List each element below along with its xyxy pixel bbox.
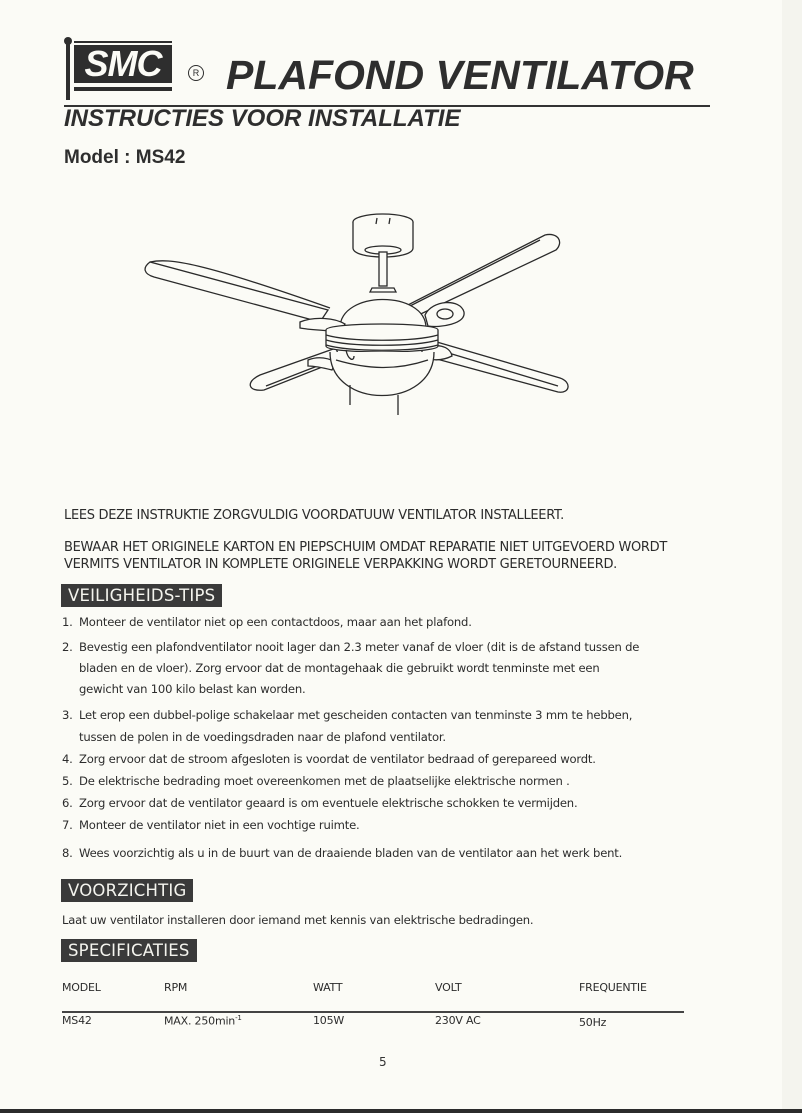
spec-column-rpm: RPM	[164, 981, 188, 994]
list-item: 1. Monteer de ventilator niet op een contactdoos, maar aan het plafond.	[62, 615, 472, 629]
list-item: 5. De elektrische bedrading moet overeenkomen met de plaatselijke elektrische normen .	[62, 774, 570, 788]
spec-column-watt: WATT	[313, 981, 343, 994]
list-item-continuation: gewicht van 100 kilo belast kan worden.	[79, 682, 306, 696]
spec-column-model: MODEL	[62, 981, 101, 994]
list-item-continuation: bladen en de vloer). Zorg ervoor dat de montagehaak die gebruikt wordt tenminste met een	[79, 661, 600, 675]
spec-value-watt: 105W	[313, 1014, 345, 1027]
logo-pole-icon	[66, 42, 70, 100]
document-title: PLAFOND VENTILATOR	[226, 52, 694, 98]
spec-column-volt: VOLT	[435, 981, 462, 994]
spec-table-rule	[62, 1011, 684, 1013]
model-label: Model : MS42	[64, 147, 186, 168]
smc-logo	[64, 37, 200, 97]
list-item: 7. Monteer de ventilator niet in een vochtige ruimte.	[62, 818, 360, 832]
logo-brand-text: SMC	[74, 45, 172, 83]
list-item: 3. Let erop een dubbel-polige schakelaar met gescheiden contacten van tenminste 3 mm te hebben,	[62, 708, 633, 722]
spec-value-volt: 230V AC	[435, 1014, 481, 1027]
list-item: 2. Bevestig een plafondventilator nooit lager dan 2.3 meter vanaf de vloer (dit is de afstand tussen de	[62, 640, 640, 654]
list-item: 6. Zorg ervoor dat de ventilator geaard is om eventuele elektrische schokken te vermijden.	[62, 796, 578, 810]
ceiling-fan-illustration-icon	[140, 210, 590, 435]
caution-text: Laat uw ventilator installeren door iemand met kennis van elektrische bedradingen.	[62, 913, 534, 927]
logo-underline	[74, 87, 172, 91]
section-heading-specifications: SPECIFICATIES	[61, 939, 197, 962]
list-item-continuation: tussen de polen in de voedingsdraden naar de plafond ventilator.	[79, 730, 446, 744]
section-heading-safety-tips: VEILIGHEIDS-TIPS	[61, 584, 222, 607]
registered-mark-icon: R	[188, 65, 204, 81]
spec-value-model: MS42	[62, 1014, 92, 1027]
spec-column-frequency: FREQUENTIE	[579, 981, 647, 994]
page-bottom-edge	[0, 1109, 802, 1113]
list-item: 8. Wees voorzichtig als u in de buurt van de draaiende bladen van de ventilator aan het werk bent.	[62, 846, 623, 860]
page-number: 5	[379, 1055, 387, 1069]
intro-keep-packaging-line1: BEWAAR HET ORIGINELE KARTON EN PIEPSCHUIM OMDAT REPARATIE NIET UITGEVOERD WORDT	[64, 540, 668, 555]
intro-keep-packaging-line2: VERMITS VENTILATOR IN KOMPLETE ORIGINELE VERPAKKING WORDT GERETOURNEERD.	[64, 557, 617, 572]
spec-value-rpm: MAX. $250\min^{-1}$	[164, 1014, 242, 1028]
document-subtitle: INSTRUCTIES VOOR INSTALLATIE	[64, 105, 461, 132]
spec-value-frequency: 50Hz	[579, 1016, 607, 1029]
section-heading-caution: VOORZICHTIG	[61, 879, 193, 902]
page-edge-shade	[782, 0, 802, 1109]
intro-read-instructions: LEES DEZE INSTRUKTIE ZORGVULDIG VOORDATUUW VENTILATOR INSTALLEERT.	[64, 508, 564, 523]
list-item: 4. Zorg ervoor dat de stroom afgesloten is voordat de ventilator bedraad of gerepareed wordt.	[62, 752, 596, 766]
